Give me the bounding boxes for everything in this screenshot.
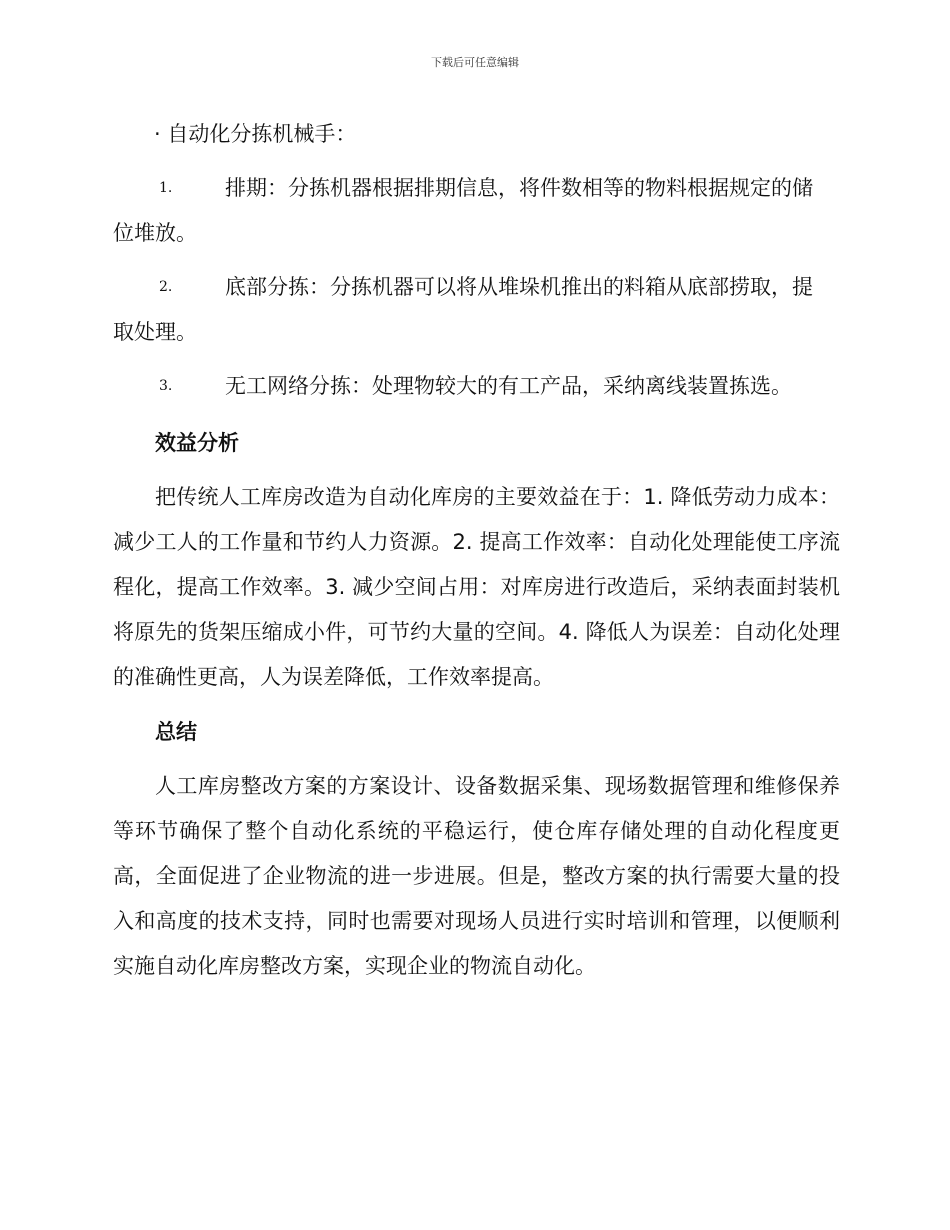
numbered-item-1 [113,166,840,256]
item-text-line1: 无工网络分拣：处理物较大的有工产品，采纳离线装置拣选。 [225,374,792,398]
section-heading-summary: 总结 [155,720,197,744]
numbered-item-3 [113,364,840,409]
document-body [113,112,840,996]
bullet-item: · 自动化分拣机械手： [154,122,357,146]
section-heading-benefits: 效益分析 [155,431,239,455]
summary-paragraph: 人工库房整改方案的方案设计、设备数据采集、现场数据管理和维修保养等环节确保了整个自动化系统的平稳运行，使仓库存储处理的自动化程度更高，全面促进了企业物流的进一步进展。但是，整改方案的执行需要大量的投入和高度的技术支持，同时也需要对现场人员进行实时培训和管理，以便顺利实施自动化库房整改方案，实现企业的物流自动化。 [113,774,840,978]
item-text-line2: 位堆放。 [113,221,197,245]
item-number: 1. [159,180,173,196]
item-text-line1: 排期：分拣机器根据排期信息，将件数相等的物料根据规定的储 [225,176,813,200]
benefits-paragraph: 把传统人工库房改造为自动化库房的主要效益在于：1. 降低劳动力成本：减少工人的工作量和节约人力资源。2. 提高工作效率：自动化处理能使工序流程化，提高工作效率。3. 减少空间占用：对库房进行改造后，采纳表面封装机将原先的货架压缩成小件，可节约大量的空间。4. 降低人为误差：自动化处理的准确性更高，人为误差降低，工作效率提高。 [113,485,840,689]
item-text-line1: 底部分拣：分拣机器可以将从堆垛机推出的料箱从底部捞取，提 [225,275,813,299]
page-header: 下载后可任意编辑 [431,56,519,69]
item-number: 3. [159,378,173,394]
item-number: 2. [159,279,173,295]
item-text-line2: 取处理。 [113,320,197,344]
numbered-item-2 [113,265,840,355]
